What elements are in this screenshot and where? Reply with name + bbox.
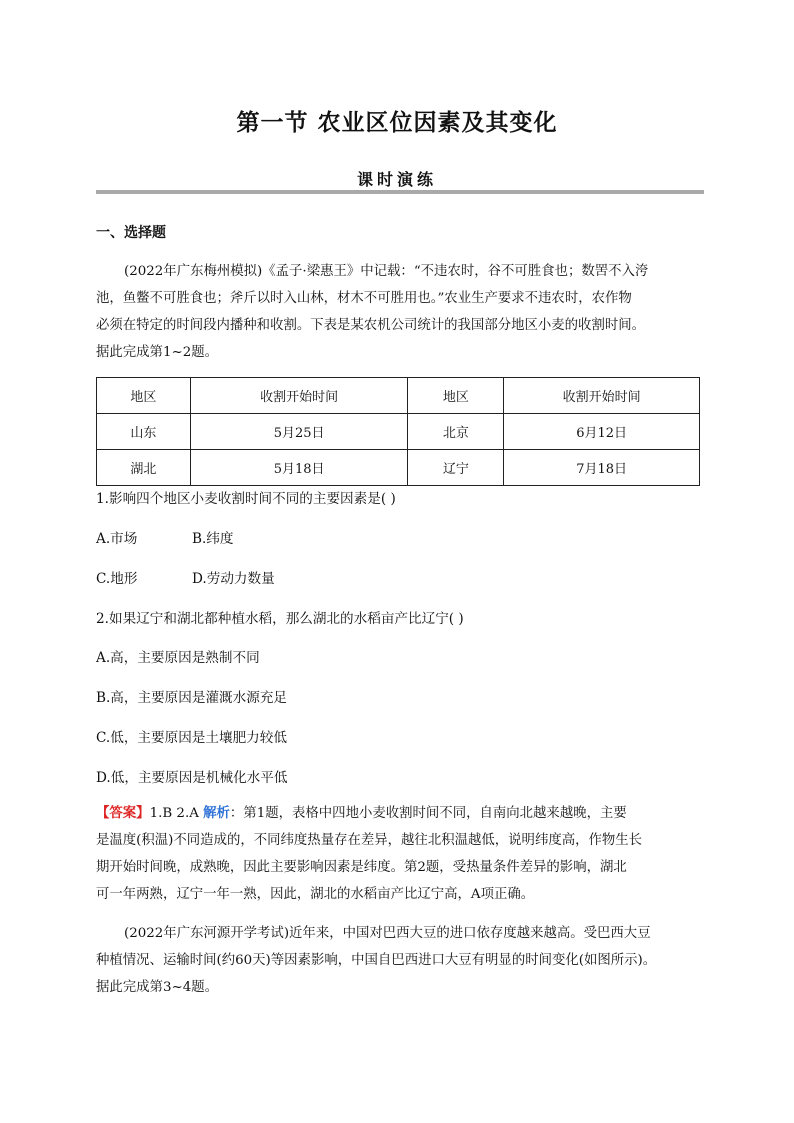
intro-line: (2022年广东河源开学考试)近年来，中国对巴西大豆的进口依存度越来越高。受巴西大豆: [124, 926, 651, 941]
table-header-cell: 收割开始时间: [190, 378, 408, 414]
table-cell: 5月18日: [190, 450, 408, 486]
harvest-time-table: [96, 377, 700, 486]
analysis-tag: 解析: [203, 805, 230, 821]
q2-option-b: B.高，主要原因是灌溉水源充足: [96, 690, 288, 706]
table-row: [97, 414, 700, 450]
q1-option-d: D.劳动力数量: [192, 571, 275, 587]
q1-option-c: C.地形: [96, 571, 138, 587]
analysis-line: ：第1题，表格中四地小麦收割时间不同，自南向北越来越晚，主要: [229, 806, 627, 821]
table-header-cell: 地区: [408, 378, 504, 414]
table-cell: 山东: [97, 414, 191, 450]
answer-block: [96, 800, 708, 908]
intro-line: (2022年广东梅州模拟)《孟子·梁惠王》中记载：“不违农时，谷不可胜食也；数罟不入洿: [124, 264, 649, 279]
intro-line: 种植情况、运输时间(约60天)等因素影响，中国自巴西进口大豆有明显的时间变化(如图所示)。: [96, 953, 657, 968]
question-intro-2: [96, 920, 708, 1001]
q2-option-c: C.低，主要原因是土壤肥力较低: [96, 730, 287, 746]
intro-line: 据此完成第1~2题。: [96, 345, 218, 360]
analysis-line: 期开始时间晚，成熟晚，因此主要影响因素是纬度。第2题，受热量条件差异的影响，湖北: [96, 860, 627, 875]
analysis-line: 是温度(积温)不同造成的，不同纬度热量存在差异，越往北积温越低，说明纬度高，作物生长: [96, 833, 643, 848]
intro-line: 池，鱼鳖不可胜食也；斧斤以时入山林，材木不可胜用也。”农业生产要求不违农时，农作物: [96, 291, 632, 306]
analysis-line: 可一年两熟，辽宁一年一熟，因此，湖北的水稻亩产比辽宁高，A项正确。: [96, 887, 535, 902]
title-divider: [96, 190, 704, 194]
section-heading: 一、选择题: [96, 225, 166, 241]
answer-tag: 【答案】: [96, 805, 150, 821]
table-header-cell: 地区: [97, 378, 191, 414]
table-header-cell: 收割开始时间: [504, 378, 700, 414]
question-intro-1: [96, 258, 708, 366]
table-row: [97, 450, 700, 486]
table-cell: 辽宁: [408, 450, 504, 486]
q1-option-b: B.纬度: [192, 531, 234, 547]
question-1-stem: 1.影响四个地区小麦收割时间不同的主要因素是( ): [96, 491, 396, 507]
answer-keys: 1.B 2.A: [149, 806, 204, 821]
table-cell: 7月18日: [504, 450, 700, 486]
intro-line: 据此完成第3~4题。: [96, 980, 218, 995]
q2-option-a: A.高，主要原因是熟制不同: [96, 650, 260, 666]
table-header-row: [97, 378, 700, 414]
q1-option-a: A.市场: [96, 531, 138, 547]
table-cell: 湖北: [97, 450, 191, 486]
q2-option-d: D.低，主要原因是机械化水平低: [96, 770, 288, 786]
table-cell: 6月12日: [504, 414, 700, 450]
section-subtitle: 课时演练: [356, 170, 437, 189]
question-2-stem: 2.如果辽宁和湖北都种植水稻，那么湖北的水稻亩产比辽宁( ): [96, 611, 464, 627]
page-title: 第一节 农业区位因素及其变化: [236, 110, 558, 136]
table-cell: 5月25日: [190, 414, 408, 450]
table-cell: 北京: [408, 414, 504, 450]
intro-line: 必须在特定的时间段内播种和收割。下表是某农机公司统计的我国部分地区小麦的收割时间。: [96, 318, 646, 333]
